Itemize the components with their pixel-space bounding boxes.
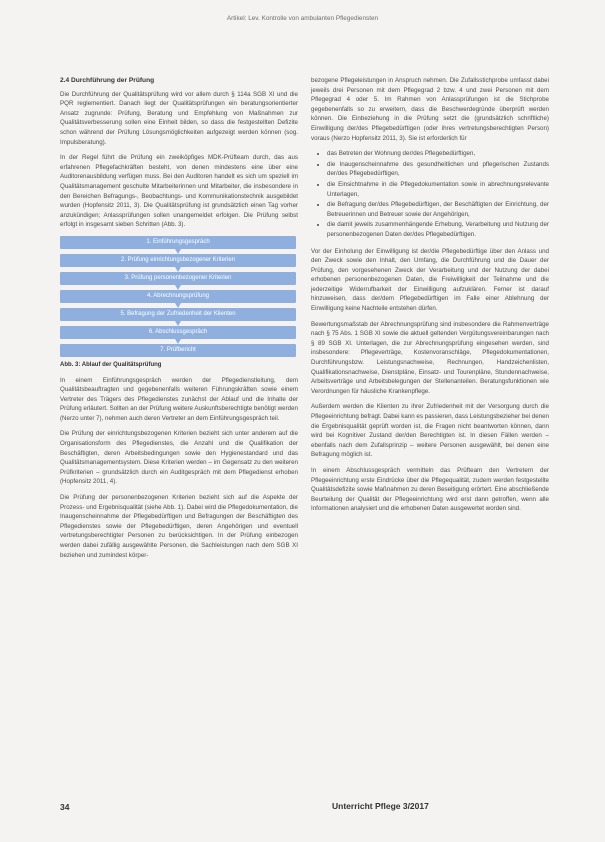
arrow-down-icon bbox=[60, 303, 296, 308]
arrow-down-icon bbox=[60, 285, 296, 290]
paragraph: In einem Einführungsgespräch werden der Pflegedienstleitung, dem Qualitätsbeauftragten und gegebenenfalls weiteren Führungskräften sowie einem Vertreter des Trägers des Pflegedienstes zunächst der Ablauf und die Inhalte der Prüfung erläutert. Sollten an der Prüfung weitere Auskunftsberechtigte benötigt werden (Nerzo unter 7), nehmen auch deren Vertreter an dem Einführungsgespräch teil. bbox=[60, 376, 298, 422]
journal-title: Unterricht Pflege 3/2017 bbox=[332, 801, 429, 811]
list-item: • die Einsichtnahme in die Pflegedokumentation sowie in abrechnungsrelevante Unterlagen, bbox=[327, 180, 549, 199]
arrow-down-icon bbox=[60, 267, 296, 272]
section-heading: 2.4 Durchführung der Prüfung bbox=[60, 77, 155, 84]
paragraph: Die Durchführung der Qualitätsprüfung wird vor allem durch § 114a SGB XI und die PQR reglementiert. Danach liegt der Qualitätsprüfungen ein beratungsorientierter Ansatz zugrunde: Prüfung, Beratung und Empfehlung von Maßnahmen zur Qualitätsverbesserung sollen eine Einheit bilden, so dass die festgestellten Defizite schon während der Prüfung Lösungsmöglichkeiten aufgezeigt werden können (sog. Impulsberatung). bbox=[60, 90, 298, 146]
flow-step: 1. Einführungsgespräch bbox=[60, 236, 296, 249]
arrow-down-icon bbox=[60, 249, 296, 254]
list-item: • die damit jeweils zusammenhängende Erhebung, Verarbeitung und Nutzung der personenbezogenen Daten der/des Pflegebedürftigen. bbox=[327, 220, 549, 239]
right-column bbox=[311, 76, 549, 520]
arrow-down-icon bbox=[60, 339, 296, 344]
paragraph: Außerdem werden die Klienten zu ihrer Zufriedenheit mit der Versorgung durch die Pflegeeinrichtung befragt. Dabei kann es passieren, dass Leistungsbezieher bei denen die Ergebnisqualität geprüft worden ist, die Fragen nicht beantworten können, dann wird bei Kognitiver Zustand der/den Berechtigten ist. In diesen Fällen werden – ebenfalls nach dem Zufallsprinzip – weitere Personen ausgewählt, bei denen eine Befragung möglich ist. bbox=[311, 403, 549, 459]
paragraph: Bewertungsmaßstab der Abrechnungsprüfung sind insbesondere die Rahmenverträge nach § 75 Abs. 1 SGB XI sowie die aktuell geltenden Vergütungsvereinbarungen nach § 89 SGB XI. Unterlagen, die zur Abrechnungsprüfung eingesehen werden, sind insbesondere: Pflegeverträge, Kostenvoranschläge, Pflegedokumentationen, Durchführungsbzw. Leistungsnachweise, Rechnungen, Handzeichenlisten, Qualifikationsnachweise, Dienstpläne, Einsatz- und Tourenpläne, Stundennachweise, Arbeitsverträge und Arbeitsbelegungen der Stellenanteilen. Beratungsfunktionen wie Verordnungen für häusliche Krankenpflege. bbox=[311, 320, 549, 395]
page-number: 34 bbox=[60, 802, 70, 812]
flow-step: 7. Prüfbericht bbox=[60, 344, 296, 357]
flow-step: 4. Abrechnungsprüfung bbox=[60, 290, 296, 303]
flow-step: 3. Prüfung personenbezogener Kriterien bbox=[60, 272, 296, 285]
bullet-list bbox=[311, 149, 549, 239]
running-head: Artikel: Lev. Kontrolle von ambulanten Pflegediensten bbox=[226, 15, 379, 22]
figure-caption: Abb. 3: Ablauf der Qualitätsprüfung bbox=[60, 361, 162, 368]
paragraph: bezogene Pflegeleistungen in Anspruch nehmen. Die Zufallsstichprobe umfasst dabei jeweils drei Personen mit dem Pflegegrad 2 bzw. 4 und zwei Personen mit dem Pflegegrad 4 oder 5. Im Rahmen von Anlassprüfungen ist die Stichprobe gegebenenfalls so zu erweitern, dass die Beschwerdegründe überprüft werden können. Die Einbeziehung in die Prüfung setzt die (grundsätzlich schriftliche) Einwilligung der/des Pflegebedürftigen (oder ihres vertretungsberechtigten Person) voraus (Nerzo Hopfensitz 2011, 3). Sie ist erforderlich für bbox=[311, 77, 549, 142]
flow-step: 6. Abschlussgespräch bbox=[60, 326, 296, 339]
flow-step: 5. Befragung der Zufriedenheit der Klienten bbox=[60, 308, 296, 321]
paragraph: Die Prüfung der personenbezogenen Kriterien bezieht sich auf die Aspekte der Prozess- und Ergebnisqualität (siehe Abb. 1). Dabei wird die Pflegedokumentation, die Inaugenscheinnahme der Pflegebedürftigen und Befragungen der Beschäftigten des Pflegedienstes sowie der Pflegebedürftigen, deren Angehörigen und eventuell vertretungsberechtigter Personen zu berücksichtigen. In der Prüfung einbezogen werden dabei zufällig ausgewählte Personen, die Sachleistungen nach dem SGB XI beziehen und zumindest körper- bbox=[60, 494, 298, 559]
arrow-down-icon bbox=[60, 321, 296, 326]
list-item: • die Inaugenscheinnahme des gesundheitlichen und pflegerischen Zustands der/des Pflegebedürftigen, bbox=[327, 160, 549, 179]
left-column bbox=[60, 76, 298, 566]
list-item: • die Befragung der/des Pflegebedürftigen, der Beschäftigten der Einrichtung, der Betreuerinnen und Betreuer sowie der Angehörigen, bbox=[327, 200, 549, 219]
process-flowchart bbox=[60, 236, 296, 357]
flow-step: 2. Prüfung einrichtungsbezogener Kriterien bbox=[60, 254, 296, 267]
paragraph: Vor der Einholung der Einwilligung ist der/die Pflegebedürftige über den Anlass und den Zweck sowie den Inhalt, den Umfang, die Durchführung und die Dauer der Prüfung, den vorgesehenen Zweck der Verarbeitung und der Nutzung der dabei erhobenen personenbezogenen Daten, die Freiwilligkeit der Teilnahme und die jederzeitige Widerrufbarkeit der Einwilligung aufzuklären. Ferner ist darauf hinzuweisen, dass der/dem Pflegebedürftigen im Falle einer Ablehnung der Einwilligung keine Nachteile entstehen dürfen. bbox=[311, 247, 549, 313]
paragraph: In einem Abschlussgespräch vermitteln das Prüfteam den Vertretern der Pflegeeinrichtung erste Eindrücke über die Pflegequalität, zudem werden festgestellte Qualitätsdefizite sowie Maßnahmen zu deren Beseitigung erörtert. Eine abschließende Beurteilung der Qualität der Pflegeeinrichtung wird erst dann getroffen, wenn alle Informationen analysiert und die erhobenen Daten ausgewertet worden sind. bbox=[311, 466, 549, 513]
paragraph: Die Prüfung der einrichtungsbezogenen Kriterien bezieht sich unter anderem auf die Organisationsform des Pflegedienstes, die Anzahl und die Qualifikation der Beschäftigten, deren Arbeitsbedingungen sowie den Hygienestandard und das Qualitätsmanagementsystem. Diese Kriterien werden – im Gegensatz zu den weiteren Prüfkriterien – grundsätzlich durch ein Auditgespräch mit dem Pflegedienst erhoben (Hopfensitz 2011, 4). bbox=[60, 430, 298, 486]
list-item: • das Betreten der Wohnung der/des Pflegebedürftigen, bbox=[327, 149, 549, 159]
paragraph: In der Regel führt die Prüfung ein zweiköpfiges MDK-Prüfteam durch, das aus erfahrenen Pflegefachkräften besteht, von denen mindestens eine über eine Auditorenausbildung verfügen muss. Bei den Auditoren handelt es sich um speziell im Qualitätsmanagement geschulte Mitarbeiterinnen und Mitarbeiter, die insbesondere in den Bereichen Befragungs-, Beobachtungs- und Kommunikationstechnik ausgebildet wurden (Hopfensitz 2011, 3). Die Qualitätsprüfung ist grundsätzlich einen Tag vorher anzukündigen; Anlassprüfungen sollen unangemeldet erfolgen. Die Prüfung selbst erfolgt in insgesamt sieben Schritten (Abb. 3). bbox=[60, 154, 298, 229]
